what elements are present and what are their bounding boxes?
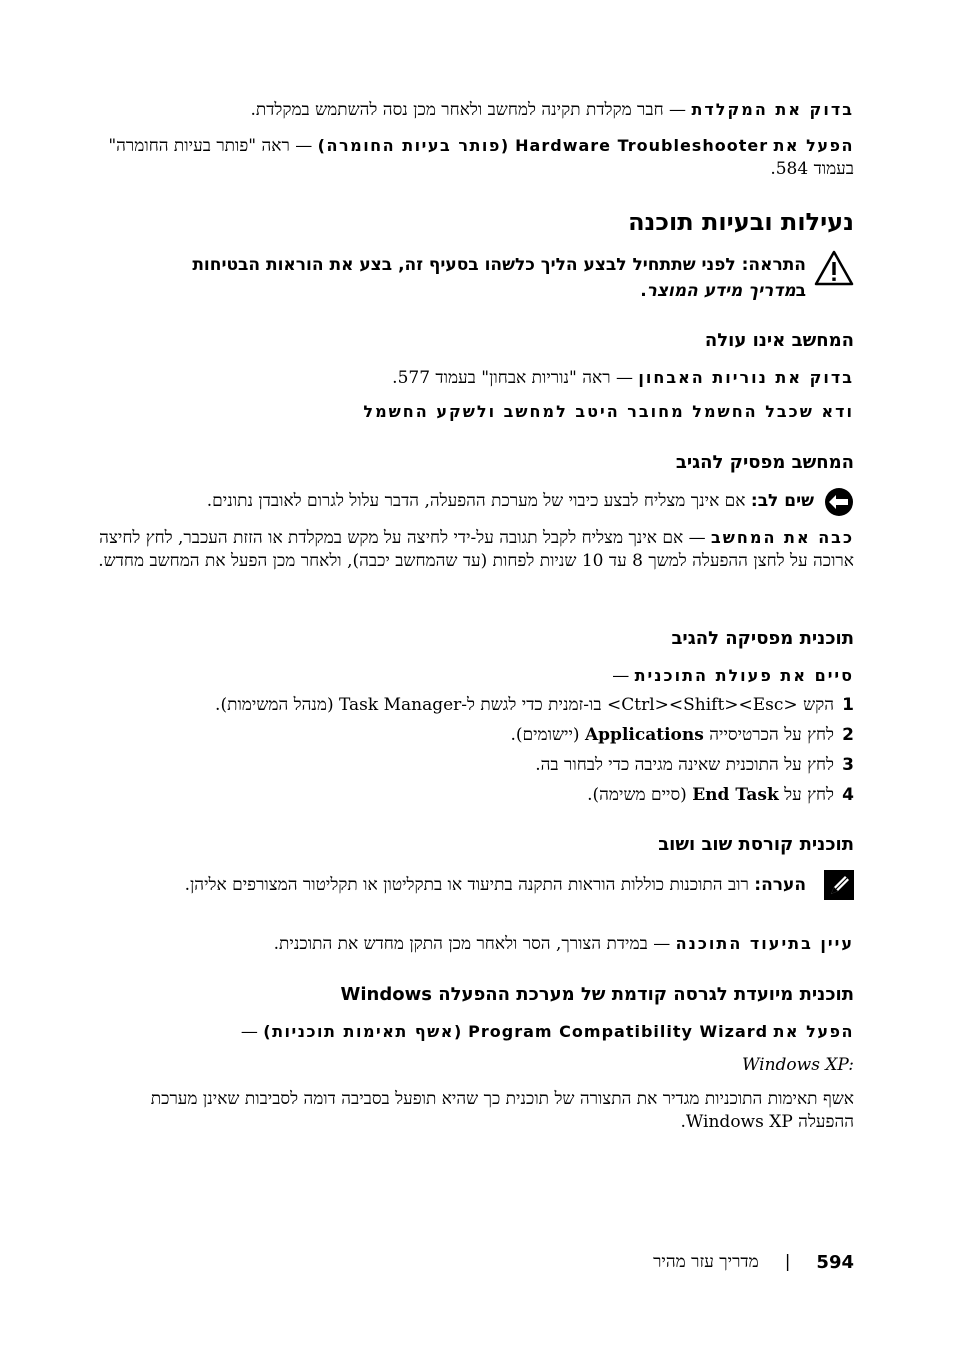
documentation-paragraph (94, 932, 854, 956)
note-text: רוב התוכנות כוללות הוראות התקנה בתיעוד או בתקליטון או תקליטור המצורפים אליהן. (184, 875, 749, 895)
step-number: 1 (842, 695, 854, 715)
section-title: נעילות ובעיות תוכנה (628, 208, 854, 236)
step-pre: הקש (803, 695, 834, 715)
stopped-responding-title: המחשב מפסיק להגיב (675, 452, 854, 473)
hw-lead-paren: (פותר בעיות החומרה) (317, 136, 510, 155)
cable-paragraph (94, 400, 854, 424)
notice-text: אם אינך מצליח לבצע כיבוי של מערכת ההפעלה, הדבר עלול לגרום לאובדן נתונים. (206, 491, 746, 511)
dash: — (240, 1022, 264, 1042)
caution-text2-suffix: . (640, 281, 647, 301)
step-bold: Applications (584, 725, 704, 745)
documentation-text: במידת הצורך, הסר ולאחר מכן התקן מחדש את התוכנית. (273, 934, 648, 954)
notice-block (94, 490, 814, 513)
notice-label: שים לב: (750, 491, 814, 511)
diag-text: ראה "נוריות אבחון" בעמוד 577. (392, 368, 611, 388)
keyboard-check-paragraph (94, 98, 854, 122)
power-off-text: אם אינך מצליח לקבל תגובה על-ידי לחיצה על מקש במקלדת או הזזת העכבר, לחץ לחיצה ארוכה על לחצן ההפעלה למשך 8 עד 10 שניות לפחות (עד שהמחשב יכבה), ולאחר מכן הפעל את המחשב מחדש. (98, 528, 854, 571)
program-crashes-title: תוכנית קורסת שוב ושוב (658, 834, 854, 855)
step-keys: <Ctrl><Shift><Esc> (606, 695, 798, 715)
power-off-paragraph (94, 526, 854, 573)
documentation-lead: עיין בתיעוד התוכנה (675, 934, 854, 953)
dash: — (647, 934, 676, 954)
step-text (535, 754, 834, 784)
caution-text: לפני שתתחיל לבצע הליך כלשהו בסעיף זה, בצע את הוראות הבטיחות (192, 255, 736, 275)
step-number: 3 (842, 755, 854, 775)
diag-lead: בדוק את נוריות האבחון (638, 368, 854, 387)
hw-lead-he-text: הפעל את (773, 136, 854, 155)
step-pre: לחץ על (784, 785, 834, 805)
hw-lead-en: Hardware Troubleshooter (515, 136, 769, 155)
step-pre: לחץ על הכרטיסייה (709, 725, 834, 745)
windows-xp-label: Windows XP: (741, 1055, 854, 1075)
note-label: הערה: (754, 875, 806, 895)
dash: — (610, 368, 639, 388)
dash: — (612, 666, 635, 686)
program-stopped-title: תוכנית מפסיקה להגיב (671, 628, 854, 649)
footer-title: מדריך עזר מהיר (653, 1252, 759, 1272)
hw-text: ראה "פותר בעיות החומרה" בעמוד 584. (108, 136, 854, 179)
note-pencil-icon (824, 870, 854, 900)
footer-separator: | (784, 1252, 791, 1272)
caution-text2-prefix: ב (795, 281, 806, 301)
no-response-title: המחשב אינו עולה (704, 330, 854, 351)
step-app: Task Manager (339, 695, 462, 715)
dash: — (663, 100, 692, 120)
hardware-troubleshooter-paragraph (94, 134, 854, 181)
end-task-steps (94, 694, 854, 814)
notice-icon (824, 487, 854, 517)
page-footer (94, 1248, 854, 1276)
step-text (215, 694, 834, 724)
step-2 (94, 724, 854, 754)
wizard-lead-he: הפעל את (773, 1022, 854, 1041)
page-number: 594 (816, 1251, 854, 1273)
cable-lead: ודא שכבל החשמל מחובר היטב למחשב ולשקע החשמל (363, 402, 854, 421)
dash: — (289, 136, 318, 156)
step-pre: לחץ על התוכנית שאינה מגיבה כדי לבחור בה. (535, 755, 834, 775)
step-number: 2 (842, 725, 854, 745)
step-post: (מנהל המשימות). (215, 695, 334, 715)
step-number: 4 (842, 785, 854, 805)
caution-block (94, 252, 806, 304)
caution-label: התראה: (741, 255, 806, 275)
end-program-paragraph (94, 664, 854, 688)
wizard-paragraph (94, 1020, 854, 1044)
diag-paragraph (94, 366, 854, 390)
keyboard-check-lead: בדוק את המקלדת (691, 100, 854, 119)
caution-guide-title: מדריך מידע המוצר (646, 281, 796, 301)
step-post: (סיים משימה). (587, 785, 687, 805)
wizard-description: אשף תאימות התוכניות מגדיר את התצורה של תוכנית כך שהיא תופעל בסביבה דומה לסביבות שאינן מערכת ההפעלה Windows XP. (150, 1089, 854, 1132)
step-1 (94, 694, 854, 724)
step-3 (94, 754, 854, 784)
step-mid: בו-זמנית כדי לגשת ל- (461, 695, 602, 715)
step-text (510, 724, 834, 754)
power-off-lead: כבה את המחשב (711, 528, 854, 547)
keyboard-check-text: חבר מקלדת תקינה למחשב ולאחר מכן נסה להשתמש במקלדת. (250, 100, 664, 120)
step-post: (יישומים). (510, 725, 580, 745)
older-program-title: תוכנית מיועדת לגרסה קודמת של מערכת ההפעלה Windows (340, 984, 854, 1005)
step-4 (94, 784, 854, 814)
step-text (587, 784, 834, 814)
end-program-lead: סיים את פעולת התוכנית (634, 666, 854, 685)
wizard-lead-en: Program Compatibility Wizard (468, 1022, 769, 1041)
step-bold: End Task (692, 785, 779, 805)
note-block (94, 874, 806, 897)
dash: — (683, 528, 712, 548)
warning-triangle-icon (814, 250, 854, 290)
wizard-lead-paren: (אשף תאימות תוכניות) (263, 1022, 463, 1041)
